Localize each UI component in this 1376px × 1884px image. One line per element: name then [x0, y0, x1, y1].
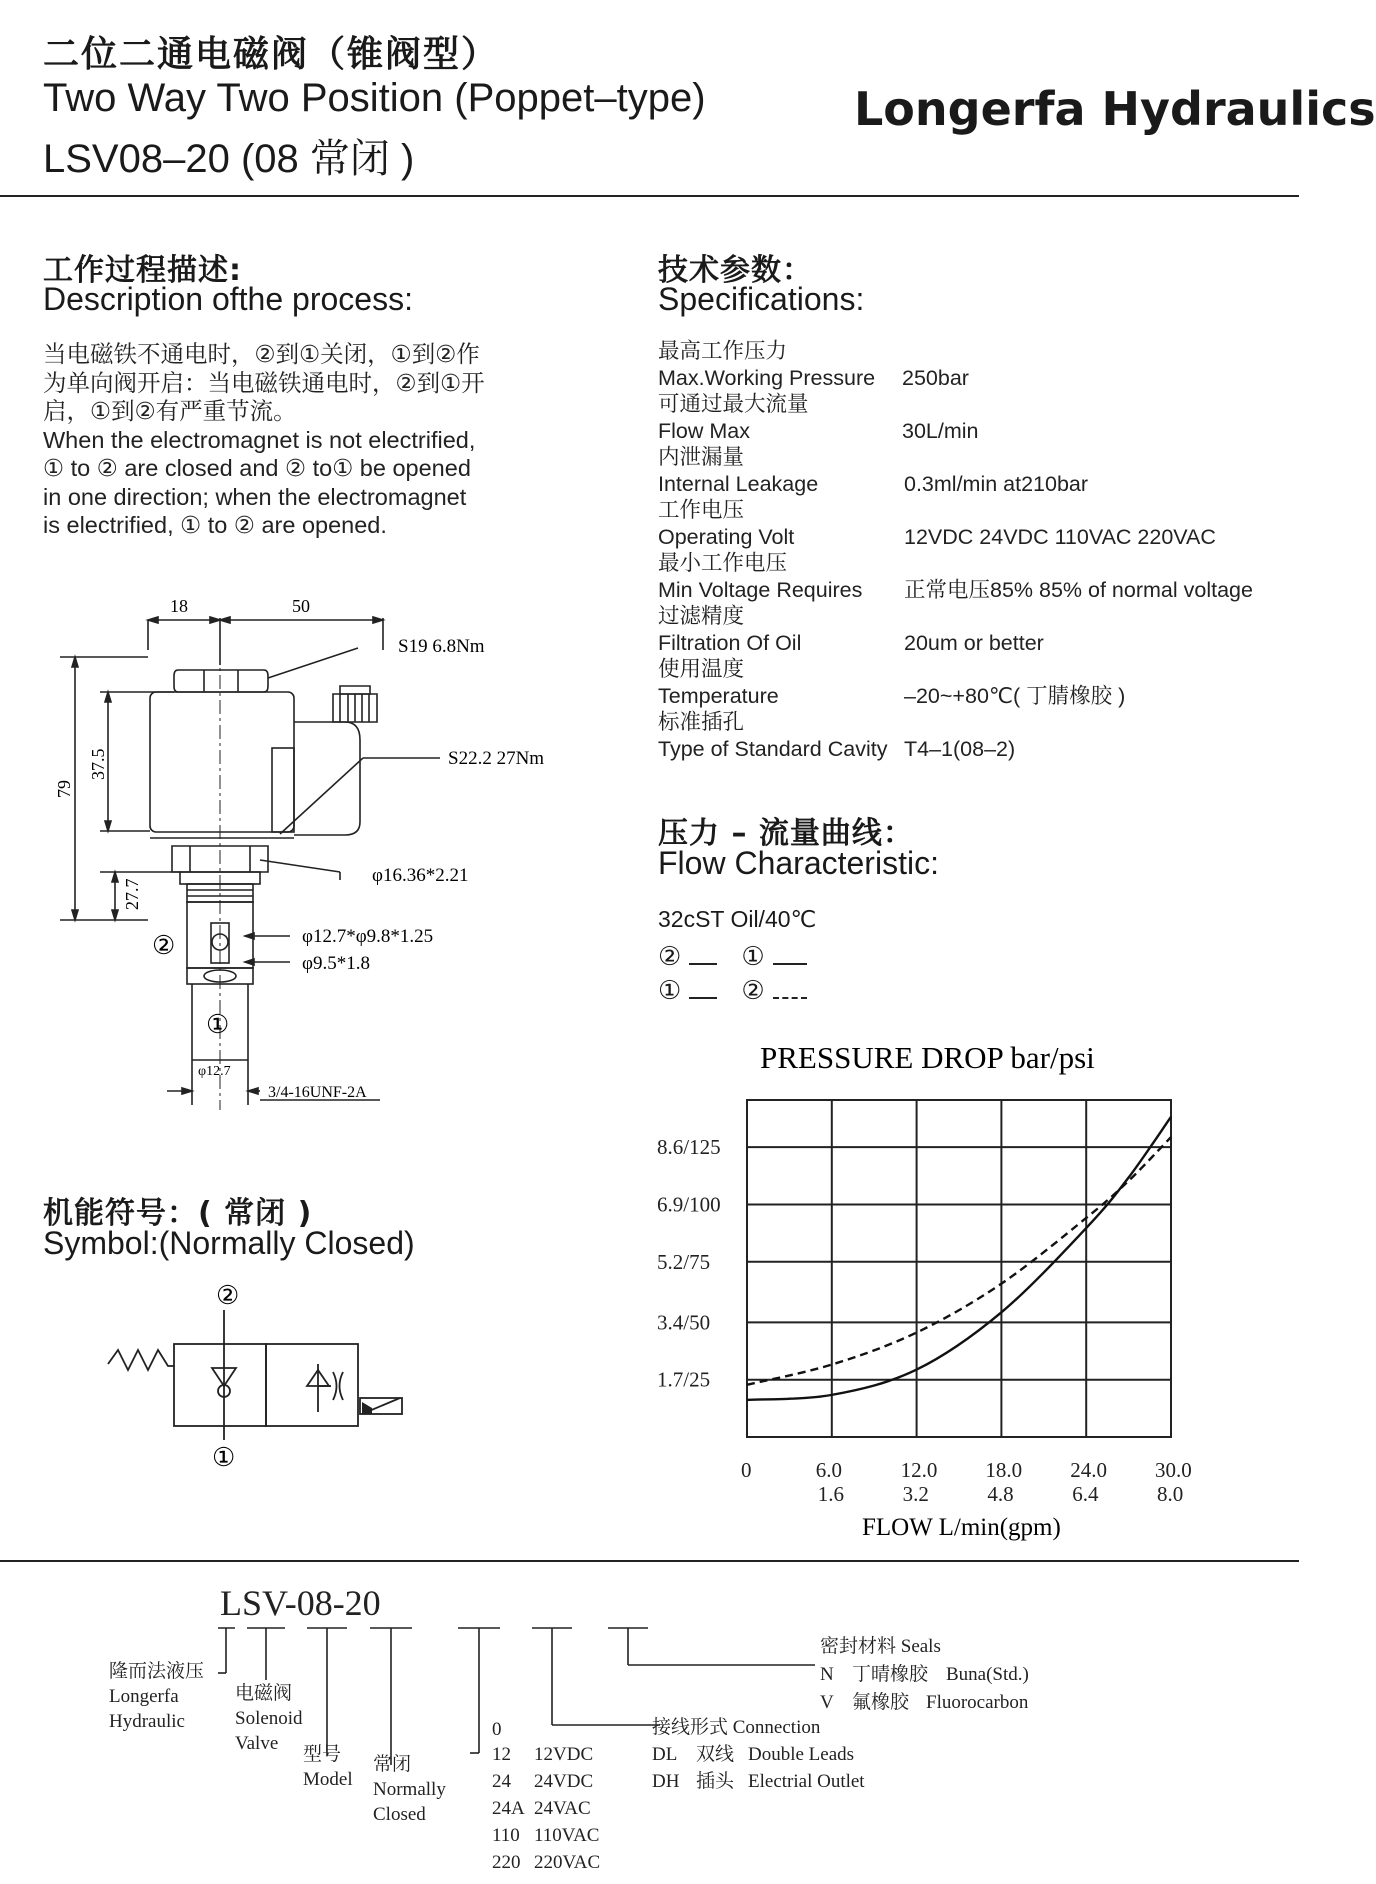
spec-label-cn: 内泄漏量 — [658, 445, 745, 469]
spec-value: T4–1(08–2) — [904, 736, 1016, 761]
chart-xtick-label: 0 — [741, 1458, 752, 1482]
flow-oil: 32cST Oil/40℃ — [658, 906, 817, 932]
flow-heading-cn: 压力 – 流量曲线： — [658, 816, 914, 851]
spec-row — [658, 444, 1278, 497]
legend-dashed — [658, 974, 807, 1008]
symbol-heading-en: Symbol:(Normally Closed) — [43, 1225, 415, 1261]
spec-label-en: Operating Volt — [658, 524, 795, 549]
spec-value: 0.3ml/min at210bar — [904, 471, 1089, 496]
chart-xtick-label: 18.0 — [985, 1458, 1023, 1482]
legend-dashed-swatch — [773, 997, 807, 999]
description-line: is electrified, ① to ② are opened. — [43, 512, 387, 538]
legend-to: ② — [741, 976, 765, 1006]
spec-label-cn: 标准插孔 — [658, 710, 745, 734]
spec-label-en: Internal Leakage — [658, 471, 819, 496]
chart-xtick-label-gpm: 1.6 — [817, 1482, 845, 1506]
seals-title: 密封材料 Seals — [820, 1636, 941, 1657]
title-english: Two Way Two Position (Poppet–type) — [43, 76, 706, 120]
chart-ytick-label: 3.4/50 — [657, 1310, 711, 1335]
connection-cn: 双线 — [696, 1744, 735, 1765]
connection-cn: 插头 — [696, 1771, 735, 1792]
description-line: 启，①到②有严重节流。 — [43, 398, 297, 424]
solenoid-en-1: Solenoid — [235, 1708, 303, 1729]
spec-label-cn: 最小工作电压 — [658, 551, 788, 575]
voltage-value: 110VAC — [534, 1825, 600, 1846]
spec-table — [658, 338, 1278, 762]
chart-xtick-label: 6.0 — [815, 1458, 843, 1482]
description-line: When the electromagnet is not electrified, — [43, 426, 476, 453]
nc-en-1: Normally — [373, 1779, 446, 1800]
pressure-flow-chart — [640, 1030, 1220, 1550]
description-heading-cn: 工作过程描述: — [43, 253, 242, 288]
spec-label-cn: 使用温度 — [658, 657, 745, 681]
ordering-divider — [0, 1560, 1299, 1562]
spec-label-cn: 可通过最大流量 — [658, 392, 809, 416]
legend-swatch — [689, 997, 717, 999]
nc-cn: 常闭 — [373, 1754, 412, 1775]
chart-xtick-label-gpm: 8.0 — [1157, 1482, 1184, 1506]
spec-heading-cn: 技术参数： — [658, 253, 813, 288]
dim-oring-small: φ9.5*1.8 — [302, 953, 370, 974]
solenoid-cn: 电磁阀 — [235, 1683, 293, 1704]
brand-name: Longerfa Hydraulics — [854, 82, 1376, 136]
solenoid-en-2: Valve — [235, 1733, 279, 1754]
voltage-code: 24A — [492, 1798, 525, 1819]
chart-xtick-label-gpm: 4.8 — [987, 1482, 1014, 1506]
spec-row — [658, 550, 1278, 603]
voltage-value: 12VDC — [534, 1744, 594, 1765]
flow-heading-en: Flow Characteristic: — [658, 845, 939, 881]
voltage-value: 24VDC — [534, 1771, 594, 1792]
spec-label-en: Flow Max — [658, 418, 750, 443]
dim-37-5: 37.5 — [88, 748, 108, 780]
legend-solid-swatch — [689, 963, 717, 965]
dim-12-7: φ12.7 — [198, 1064, 231, 1079]
model-en: Model — [303, 1769, 353, 1790]
model-cn: 型号 — [303, 1744, 342, 1765]
symbol-port-2: ② — [216, 1281, 240, 1310]
spec-value: 20um or better — [904, 630, 1044, 655]
hydraulic-symbol — [100, 1280, 420, 1470]
header-divider — [0, 195, 1299, 197]
description-heading-en: Description ofthe process: — [43, 281, 413, 317]
voltage-value: 220VAC — [534, 1852, 601, 1873]
chart-xtick-label: 30.0 — [1155, 1458, 1192, 1482]
description-text — [43, 340, 485, 540]
legend-solid-swatch-2 — [773, 963, 807, 965]
connection-en: Double Leads — [748, 1744, 855, 1765]
chart-xlabel: FLOW L/min(gpm) — [862, 1514, 1061, 1541]
chart-ytick-label: 5.2/75 — [657, 1249, 711, 1274]
description-line: 当电磁铁不通电时，②到①关闭，①到②作 — [43, 341, 480, 367]
spec-value: 12VDC 24VDC 110VAC 220VAC — [904, 524, 1216, 549]
spec-heading-en: Specifications: — [658, 281, 865, 317]
spec-label-cn: 最高工作压力 — [658, 339, 788, 363]
brand-en-2: Hydraulic — [109, 1711, 185, 1732]
dim-oring-mid: φ12.7*φ9.8*1.25 — [302, 926, 434, 947]
seal-en: Buna(Std.) — [946, 1664, 1029, 1685]
chart-xtick-label-gpm: 3.2 — [902, 1482, 929, 1506]
spec-row — [658, 603, 1278, 656]
connection-code: DH — [652, 1771, 680, 1792]
spec-label-en: Type of Standard Cavity — [658, 736, 888, 761]
nc-en-2: Closed — [373, 1804, 426, 1825]
ordering-code: LSV-08-20 — [220, 1583, 381, 1623]
spec-row — [658, 391, 1278, 444]
ordering-code-diagram — [100, 1575, 1100, 1875]
legend-from: ① — [658, 976, 682, 1006]
seal-en: Fluorocarbon — [926, 1692, 1029, 1713]
voltage-value: 24VAC — [534, 1798, 591, 1819]
legend-solid — [658, 940, 807, 974]
description-line: in one direction; when the electromagnet — [43, 483, 467, 510]
voltage-code: 220 — [492, 1852, 521, 1873]
dim-27-7: 27.7 — [122, 878, 142, 910]
connection-en: Electrial Outlet — [748, 1771, 865, 1792]
voltage-code: 24 — [492, 1771, 511, 1792]
voltage-code: 0 — [492, 1719, 502, 1740]
spec-label-cn: 过滤精度 — [658, 604, 745, 628]
chart-title: PRESSURE DROP bar/psi — [760, 1040, 1095, 1075]
description-line: 为单向阀开启：当电磁铁通电时，②到①开 — [43, 369, 485, 396]
symbol-heading-cn: 机能符号：( 常闭 ) — [43, 1196, 313, 1231]
spec-row — [658, 709, 1278, 762]
legend-to: ① — [741, 942, 765, 972]
chart-plot-area — [747, 1100, 1171, 1437]
dim-hex-top: S19 6.8Nm — [398, 636, 485, 657]
spec-row — [658, 497, 1278, 550]
connection-title: 接线形式 Connection — [652, 1717, 821, 1738]
dim-18: 18 — [170, 596, 188, 616]
seal-code: V — [820, 1692, 834, 1713]
seal-cn: 氟橡胶 — [852, 1692, 910, 1713]
chart-ytick-label: 6.9/100 — [657, 1192, 721, 1217]
legend-from: ② — [658, 942, 682, 972]
spec-row — [658, 656, 1278, 709]
spec-label-en: Min Voltage Requires — [658, 577, 863, 602]
spec-label-cn: 工作电压 — [658, 498, 745, 522]
dim-oring-big: φ16.36*2.21 — [372, 865, 469, 886]
spec-row — [658, 338, 1278, 391]
dim-thread: 3/4-16UNF-2A — [268, 1084, 367, 1101]
seal-cn: 丁晴橡胶 — [852, 1664, 929, 1685]
brand-en-1: Longerfa — [109, 1686, 179, 1707]
seal-code: N — [820, 1664, 834, 1685]
spec-value: 250bar — [902, 365, 969, 390]
spec-value: 正常电压85% 85% of normal voltage — [904, 577, 1253, 602]
spec-label-en: Temperature — [658, 683, 779, 708]
spec-label-en: Max.Working Pressure — [658, 365, 876, 390]
spec-value: –20~+80℃( 丁腈橡胶 ) — [904, 683, 1126, 708]
voltage-code: 12 — [492, 1744, 511, 1765]
voltage-code: 110 — [492, 1825, 520, 1846]
dim-50: 50 — [292, 596, 310, 616]
brand-cn: 隆而法液压 — [109, 1661, 205, 1682]
port-2-label: ② — [152, 931, 176, 960]
spec-label-en: Filtration Of Oil — [658, 630, 802, 655]
description-line: ① to ② are closed and ② to① be opened — [43, 455, 471, 481]
chart-ytick-label: 1.7/25 — [657, 1367, 711, 1392]
symbol-port-1: ① — [212, 1443, 236, 1472]
chart-xtick-label: 12.0 — [900, 1458, 938, 1482]
title-chinese: 二位二通电磁阀（锥阀型） — [43, 34, 500, 75]
valve-dimension-drawing — [40, 590, 600, 1120]
dim-79: 79 — [54, 780, 74, 798]
series-line-2-to-1 — [747, 1117, 1171, 1400]
connection-code: DL — [652, 1744, 678, 1765]
flow-legend — [658, 940, 807, 1008]
spec-value: 30L/min — [902, 418, 979, 443]
chart-ytick-label: 8.6/125 — [657, 1135, 721, 1160]
chart-xtick-label: 24.0 — [1070, 1458, 1107, 1482]
chart-xtick-label-gpm: 6.4 — [1072, 1482, 1099, 1506]
port-1-label: ① — [206, 1010, 230, 1039]
dim-hex-coil: S22.2 27Nm — [448, 748, 545, 769]
model-line: LSV08–20 (08 常闭 ) — [43, 137, 415, 181]
